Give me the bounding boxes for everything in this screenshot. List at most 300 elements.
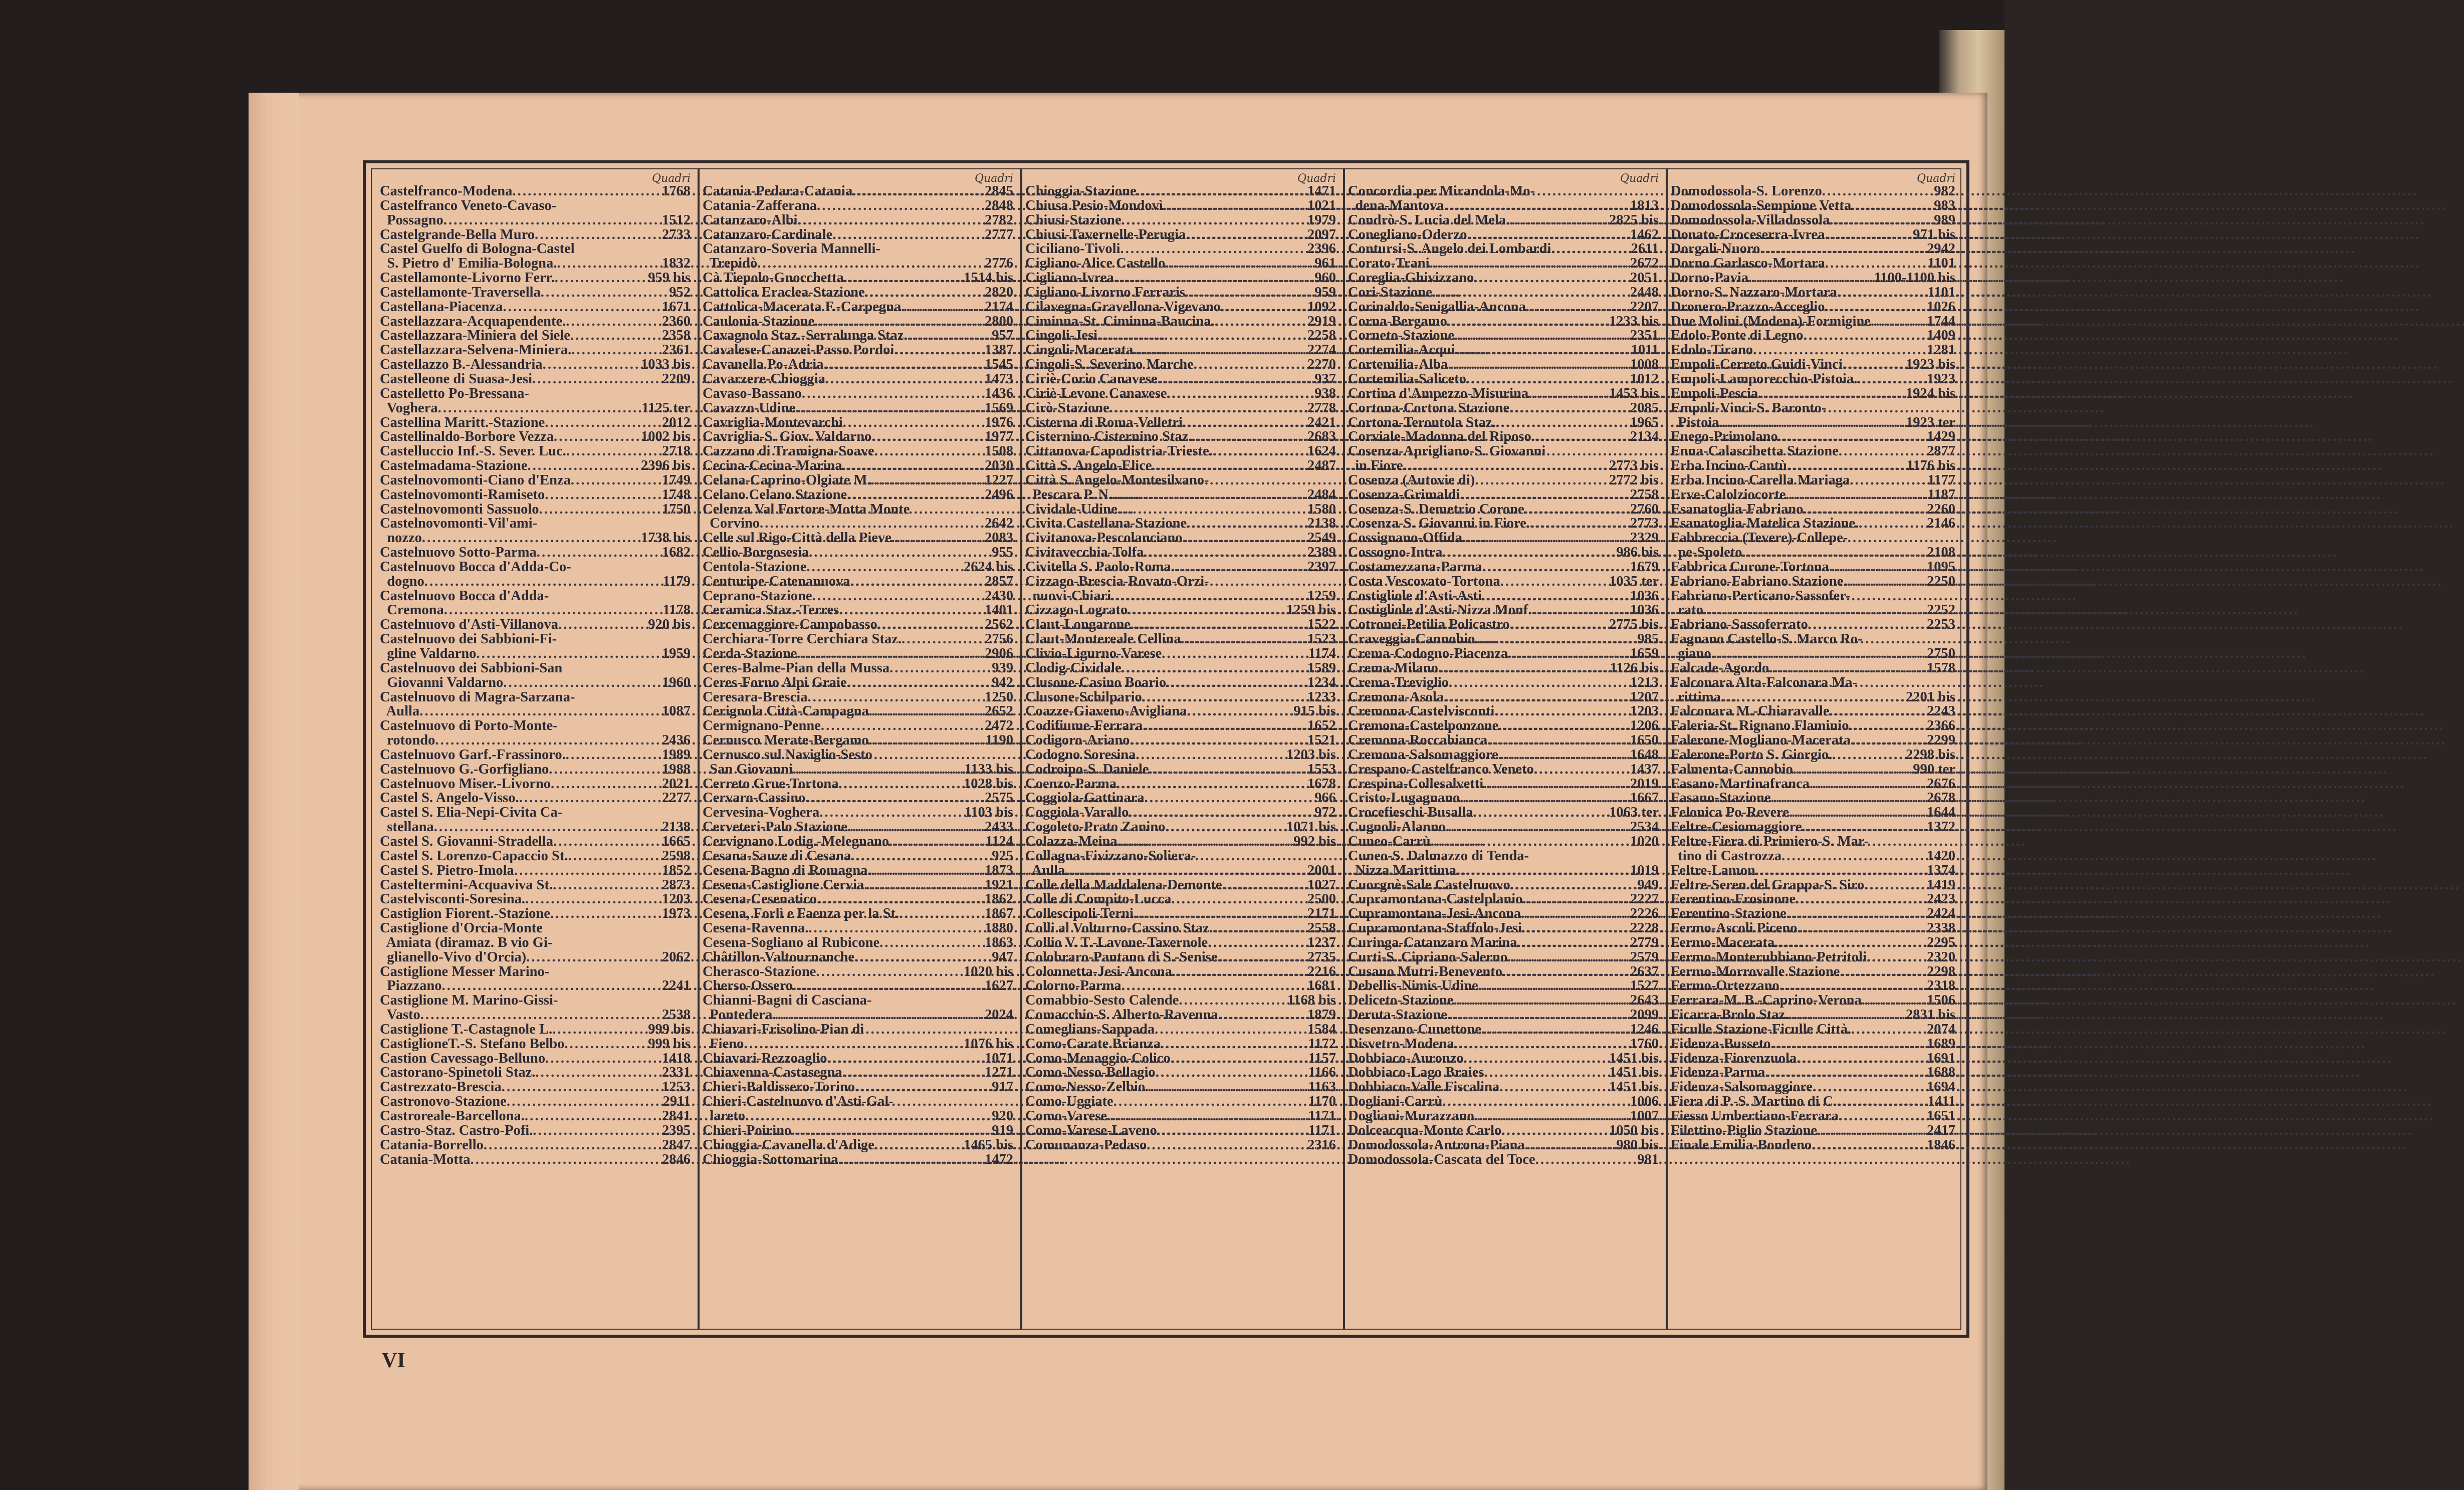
leader-dots xyxy=(1817,1124,1925,1138)
leader-dots xyxy=(1484,1066,1607,1080)
table-number: 982 xyxy=(1934,183,1955,199)
route-name: Fabriano-Sassoferrato xyxy=(1671,617,1808,633)
table-number: 2845 xyxy=(985,183,1013,199)
table-number: 2637 xyxy=(1630,963,1659,979)
route-name: Como-Varese xyxy=(1025,1108,1107,1124)
table-number: 1100-1100 bis xyxy=(1874,270,1955,286)
route-name: Castel S. Giovanni-Stradella xyxy=(380,833,553,849)
page-fold xyxy=(249,93,299,1490)
index-entry xyxy=(380,372,691,387)
route-name: Fermo-Macerata xyxy=(1671,934,1775,950)
leader-dots xyxy=(503,300,660,315)
table-number: 1679 xyxy=(1630,559,1659,575)
leader-dots xyxy=(1742,546,1925,560)
leader-dots xyxy=(1867,950,1925,965)
table-number: 2773 xyxy=(1630,516,1659,532)
index-entry xyxy=(1025,213,1336,228)
index-entry xyxy=(1025,907,1336,921)
table-number: 1659 xyxy=(1630,646,1659,661)
index-entry xyxy=(380,965,691,979)
index-entry xyxy=(380,416,691,430)
route-name: giano xyxy=(1671,646,1711,661)
table-number: 2436 xyxy=(662,732,691,749)
table-number: 2857 xyxy=(985,573,1013,589)
table-number: 957 xyxy=(992,328,1013,344)
route-name: Domodossola-S. Lorenzo xyxy=(1671,183,1822,199)
leader-dots xyxy=(871,430,983,444)
leader-dots xyxy=(1825,257,1926,271)
index-entry xyxy=(1671,430,1955,444)
index-entry xyxy=(1025,690,1336,705)
table-number: 2021 xyxy=(662,776,691,792)
route-name: Ficarra-Brolo Staz. xyxy=(1671,1007,1789,1023)
route-name: Castelnuovo di Porto-Monte- xyxy=(380,718,558,734)
table-number: 961 xyxy=(1314,256,1336,272)
table-number: 1163 xyxy=(1308,1079,1336,1095)
route-name: Cittanova-Capodistria-Trieste. xyxy=(1025,443,1213,459)
index-entry xyxy=(1025,589,1336,604)
leader-dots xyxy=(553,878,660,893)
index-entry xyxy=(380,329,691,343)
index-entry xyxy=(1025,950,1336,965)
leader-dots xyxy=(526,950,660,965)
index-entry xyxy=(1025,1066,1336,1080)
index-entry xyxy=(703,199,1013,213)
leader-dots xyxy=(889,661,990,676)
table-number: 1409 xyxy=(1927,328,1955,344)
leader-dots xyxy=(554,430,639,444)
column-divider xyxy=(698,168,700,1330)
route-name: Crema-Codogno-Piacenza xyxy=(1348,646,1508,661)
index-entry xyxy=(1671,618,1955,632)
index-entry xyxy=(703,575,1013,589)
leader-dots xyxy=(1525,1138,1615,1153)
route-name: Cortina d'Ampezzo-Misurina xyxy=(1348,385,1529,401)
index-entry xyxy=(380,748,691,763)
index-entry xyxy=(1348,184,1659,199)
route-name: Piazzano xyxy=(380,978,442,994)
leader-dots xyxy=(812,589,983,604)
route-name: Cervesina-Voghera xyxy=(703,805,820,821)
route-name: Coenzo-Parma xyxy=(1025,776,1117,792)
table-number: 1453 bis xyxy=(1609,385,1659,401)
index-entry xyxy=(1348,459,1659,473)
route-name: Cortemilia-Saliceto xyxy=(1348,371,1466,387)
leader-dots xyxy=(1167,387,1313,401)
route-name: Centola-Stazione xyxy=(703,559,807,575)
table-number: 1035 ter xyxy=(1609,573,1659,589)
index-entry xyxy=(1348,1138,1659,1153)
leader-dots xyxy=(1116,777,1305,792)
index-entry xyxy=(380,849,691,864)
index-entry xyxy=(703,1066,1013,1080)
table-number: 1648 xyxy=(1630,747,1659,763)
route-name: Vasto xyxy=(380,1007,420,1023)
route-name: Codroipo-S. Daniele xyxy=(1025,761,1149,777)
table-number: 1522 xyxy=(1307,617,1336,633)
leader-dots xyxy=(1444,690,1628,705)
table-number: 1271 xyxy=(985,1065,1013,1081)
index-entry xyxy=(1671,329,1955,343)
index-entry xyxy=(1671,690,1955,705)
leader-dots xyxy=(571,343,660,358)
route-name: Fiera di P.-S. Martino di C. xyxy=(1671,1094,1837,1110)
route-name: Concordia per Mirandola-Mo- xyxy=(1348,183,1535,199)
route-name: Fidenza-Salsomaggiore xyxy=(1671,1079,1813,1095)
table-number: 2423 xyxy=(1927,891,1955,907)
leader-dots xyxy=(1431,835,1628,849)
route-name: Enego-Primolano xyxy=(1671,429,1778,445)
route-name: Cesena-Sogliano al Rubicone xyxy=(703,934,880,950)
leader-dots xyxy=(1097,329,1305,343)
route-name: Cecina-Cecina-Marina xyxy=(703,458,842,474)
table-number: 1523 xyxy=(1307,631,1336,647)
index-entry xyxy=(380,661,691,676)
index-entry xyxy=(703,936,1013,950)
index-entry xyxy=(1025,1138,1336,1153)
route-name: Cosenza-S. Giovanni in Fiore. xyxy=(1348,516,1530,532)
table-number: 1050 bis xyxy=(1609,1122,1659,1138)
route-name: Feltre-Cesiomaggiore xyxy=(1671,819,1802,835)
route-name: Cavalese-Canazei-Passo Pordoi xyxy=(703,342,894,358)
index-entry xyxy=(1671,820,1955,835)
leader-dots xyxy=(568,849,660,864)
leader-dots xyxy=(1142,690,1305,705)
leader-dots xyxy=(1521,907,1628,921)
leader-dots xyxy=(539,503,660,517)
route-name: Esanatoglia-Matelica Stazione. xyxy=(1671,516,1859,532)
index-entry xyxy=(1671,546,1955,560)
table-number: 2358 xyxy=(662,328,691,344)
index-entry xyxy=(1348,704,1659,719)
route-name: Castellamonte-Traversella xyxy=(380,284,541,300)
table-number: 1012 xyxy=(1630,371,1659,387)
index-entry xyxy=(703,184,1013,199)
table-number: 1584 xyxy=(1307,1021,1336,1037)
leader-dots xyxy=(1129,806,1312,820)
leader-dots xyxy=(1797,1052,1925,1066)
table-number: 2848 xyxy=(985,197,1013,213)
leader-dots xyxy=(1509,401,1628,416)
leader-dots xyxy=(1171,892,1305,907)
index-entry xyxy=(1025,387,1336,401)
leader-dots xyxy=(843,416,983,430)
table-number: 917 xyxy=(992,1079,1013,1095)
index-entry xyxy=(380,503,691,517)
index-entry xyxy=(1025,777,1336,792)
leader-dots xyxy=(1403,459,1607,473)
leader-dots xyxy=(1797,921,1925,936)
route-name: dogno xyxy=(380,573,424,589)
leader-dots xyxy=(1449,676,1628,690)
leader-dots xyxy=(1185,286,1312,300)
route-name: Dogliani-Carrù xyxy=(1348,1094,1443,1110)
index-entry xyxy=(703,401,1013,416)
index-entry xyxy=(380,213,691,228)
route-name: Erba Incino-Carella Mariaga xyxy=(1671,472,1850,488)
route-name: Fieno xyxy=(703,1036,744,1052)
route-name: in Fiore xyxy=(1348,458,1403,474)
leader-dots xyxy=(1183,416,1305,430)
index-entry xyxy=(1025,329,1336,343)
leader-dots xyxy=(1475,632,1635,647)
table-number: 2051 xyxy=(1630,270,1659,286)
route-name: Clivio-Ligurno-Varese xyxy=(1025,646,1162,661)
table-number: 1750 xyxy=(662,501,691,517)
route-name: Finale Emilia-Bondeno xyxy=(1671,1137,1812,1153)
route-name: Cerignola Città-Campagna xyxy=(703,703,869,719)
leader-dots xyxy=(1432,286,1628,300)
table-number: 1092 xyxy=(1307,299,1336,315)
table-number: 1019 xyxy=(1630,862,1659,878)
leader-dots xyxy=(817,199,983,213)
route-name: Desenzano-Cunettone xyxy=(1348,1021,1481,1037)
leader-dots xyxy=(1187,517,1305,531)
route-name: Cremona-Asola xyxy=(1348,689,1444,705)
table-number: 1451 bis xyxy=(1609,1050,1659,1066)
index-entry xyxy=(1025,820,1336,835)
leader-dots xyxy=(1785,488,1925,503)
column-heading: Quadri xyxy=(1917,172,1955,185)
route-name: Dolceacqua-Monte Carlo xyxy=(1348,1122,1502,1138)
route-name: Costigliole d'Asti-Asti xyxy=(1348,588,1482,604)
leader-dots xyxy=(1832,748,1904,763)
leader-dots xyxy=(902,632,983,647)
index-entry xyxy=(703,763,1013,777)
leader-dots xyxy=(819,806,962,820)
route-name: Castelnuovo Sotto-Parma xyxy=(380,545,537,561)
index-entry xyxy=(1025,979,1336,994)
index-entry xyxy=(1025,228,1336,242)
table-number: 1190 xyxy=(985,732,1013,749)
route-name: Castelfranco-Modena xyxy=(380,183,513,199)
route-name: Claut-Montereale Cellina xyxy=(1025,631,1181,647)
table-number: 1027 xyxy=(1307,877,1336,893)
index-entry xyxy=(1671,748,1955,763)
route-name: Cremona-Salsomaggiore xyxy=(1348,747,1498,763)
route-name: Cesena-Cesenatico xyxy=(703,891,817,907)
leader-dots xyxy=(1498,748,1628,763)
table-number: 1846 xyxy=(1927,1137,1955,1153)
table-number: 1233 bis xyxy=(1609,313,1659,329)
table-number: 1973 xyxy=(662,906,691,922)
table-number: 1178 xyxy=(662,602,691,618)
table-number: 2846 xyxy=(662,1151,691,1167)
route-name: Dorno Garlasco-Mortara xyxy=(1671,256,1825,272)
table-number: 2773 bis xyxy=(1609,458,1659,474)
route-name: Disvetro-Modena xyxy=(1348,1036,1454,1052)
leader-dots xyxy=(1839,1109,1925,1124)
index-entry xyxy=(703,719,1013,733)
index-entry xyxy=(1671,1066,1955,1080)
route-name: Cavaso-Bassano xyxy=(703,385,802,401)
leader-dots xyxy=(847,488,983,503)
table-number: 1419 xyxy=(1927,877,1955,893)
leader-dots xyxy=(1803,503,1925,517)
route-name: Castellazzara-Miniera del Siele xyxy=(380,328,570,344)
table-number: 1007 xyxy=(1630,1108,1659,1124)
index-entry xyxy=(1348,965,1659,979)
route-name: Fermo-Ascoli Piceno xyxy=(1671,920,1798,936)
index-entry xyxy=(1348,372,1659,387)
table-number: 1863 xyxy=(985,934,1013,950)
route-name: Cori-Stazione xyxy=(1348,284,1432,300)
index-entry xyxy=(1671,503,1955,517)
index-entry xyxy=(1348,1052,1659,1066)
leader-dots xyxy=(838,1153,983,1167)
table-number: 1002 bis xyxy=(641,429,691,445)
index-entry xyxy=(1348,632,1659,647)
leader-dots xyxy=(537,546,660,560)
table-number: 2030 xyxy=(985,458,1013,474)
table-number: 1852 xyxy=(662,862,691,878)
table-number: 2138 xyxy=(662,819,691,835)
index-entry xyxy=(1671,1080,1955,1095)
index-entry xyxy=(1671,358,1955,372)
leader-dots xyxy=(809,546,990,560)
leader-dots xyxy=(874,1138,962,1153)
table-number: 1076 bis xyxy=(964,1036,1013,1052)
index-entry xyxy=(1025,806,1336,820)
index-entry xyxy=(1348,473,1659,488)
leader-dots xyxy=(1788,1008,1904,1023)
leader-dots xyxy=(535,1066,660,1080)
leader-dots xyxy=(1109,401,1305,416)
index-entry xyxy=(703,965,1013,979)
leader-dots xyxy=(805,791,983,806)
route-name: Colorno-Parma xyxy=(1025,978,1122,994)
route-name: Cherso-Ossero xyxy=(703,978,793,994)
leader-dots xyxy=(1158,372,1313,387)
route-name: Città S. Angelo-Elice xyxy=(1025,458,1152,474)
table-number: 2171 xyxy=(1307,906,1336,922)
route-name: Erve-Calolziocorte xyxy=(1671,486,1786,503)
route-name: Cristo-Lugagnano xyxy=(1348,790,1460,806)
index-entry xyxy=(380,546,691,560)
leader-dots xyxy=(557,257,660,271)
table-number: 1923 bis xyxy=(1906,357,1955,373)
index-entry xyxy=(1348,603,1659,618)
table-number: 1101 xyxy=(1927,284,1955,300)
table-number: 2228 xyxy=(1630,920,1659,936)
route-name: Cernusco Merate-Bergamo xyxy=(703,732,869,749)
index-entry xyxy=(380,242,691,257)
leader-dots xyxy=(435,733,660,748)
index-entry xyxy=(1671,488,1955,503)
index-entry xyxy=(1025,618,1336,632)
route-name: Fidenza-Fiorenzuola xyxy=(1671,1050,1797,1066)
table-number: 2919 xyxy=(1307,313,1336,329)
index-entry xyxy=(703,1138,1013,1153)
index-entry xyxy=(703,531,1013,546)
route-name: Castiglione M. Marino-Gissi- xyxy=(380,992,558,1009)
table-number: 2575 xyxy=(985,790,1013,806)
index-entry xyxy=(1671,1138,1955,1153)
route-name: Fabriano-Perticano-Sassofer- xyxy=(1671,588,1851,604)
index-entry xyxy=(703,459,1013,473)
table-number: 2253 xyxy=(1927,617,1955,633)
route-name: Ciminna-St. Ciminna-Baucina. xyxy=(1025,313,1215,329)
table-number: 971 bis xyxy=(1913,226,1955,242)
index-entry xyxy=(703,979,1013,994)
index-entry xyxy=(1671,1124,1955,1138)
leader-dots xyxy=(1822,184,1932,199)
route-name: Cogoleto-Prato Zanino xyxy=(1025,819,1166,835)
route-name: Chioggia-Cavanella d'Adige xyxy=(703,1137,874,1153)
leader-dots xyxy=(1825,228,1911,242)
index-entry xyxy=(1348,401,1659,416)
table-number: 1527 xyxy=(1630,978,1659,994)
leader-dots xyxy=(1482,589,1628,604)
route-name: Castellina Maritt.-Stazione xyxy=(380,414,545,430)
index-entry xyxy=(380,907,691,921)
route-name: CastiglioneT.-S. Stefano Belbo xyxy=(380,1036,565,1052)
index-entry xyxy=(1348,257,1659,271)
index-entry xyxy=(1348,763,1659,777)
index-entry xyxy=(1671,444,1955,459)
leader-dots xyxy=(570,329,660,343)
table-number: 1233 xyxy=(1307,689,1336,705)
table-number: 2138 xyxy=(1307,516,1336,532)
route-name: Cizzago-Lograto xyxy=(1025,602,1128,618)
leader-dots xyxy=(908,329,990,343)
route-name: Cortona-Cortona Stazione xyxy=(1348,400,1510,416)
table-number: 1095 xyxy=(1927,559,1955,575)
index-entry xyxy=(380,1153,691,1167)
table-number: 2366 xyxy=(1927,718,1955,734)
index-entry xyxy=(1671,878,1955,893)
leader-dots xyxy=(1524,503,1628,517)
leader-dots xyxy=(797,213,983,228)
leader-dots xyxy=(877,618,983,632)
route-name: Castelnuovo Miser.-Livorno xyxy=(380,776,551,792)
table-number: 1253 xyxy=(662,1079,691,1095)
leader-dots xyxy=(1517,936,1629,950)
table-number: 1465 bis xyxy=(964,1137,1013,1153)
route-name: Celenza Val Fortore-Motta Monte xyxy=(703,501,910,517)
table-number: 1011 xyxy=(1631,342,1659,358)
leader-dots xyxy=(1462,531,1628,546)
index-entry xyxy=(380,343,691,358)
leader-dots xyxy=(1482,560,1629,575)
route-name: Castellamonte-Livorno Ferr. xyxy=(380,270,555,286)
leader-dots xyxy=(1447,1008,1628,1023)
leader-dots xyxy=(1496,416,1629,430)
leader-dots xyxy=(1494,704,1628,719)
route-name: Cizzago-Brescia-Rovato-Orzi- xyxy=(1025,573,1209,589)
leader-dots xyxy=(1144,546,1305,560)
route-name: Codifiume-Ferrara xyxy=(1025,718,1143,734)
index-entry xyxy=(380,676,691,690)
leader-dots xyxy=(1131,618,1305,632)
route-name: Deruta-Stazione xyxy=(1348,1007,1447,1023)
route-name: Domodossola-Villadossola xyxy=(1671,212,1830,228)
index-entry xyxy=(703,1008,1013,1023)
index-entry xyxy=(380,531,691,546)
index-entry xyxy=(1348,661,1659,676)
leader-dots xyxy=(1510,618,1607,632)
leader-dots xyxy=(1181,632,1305,647)
route-name: Cisterna di Roma-Velletri xyxy=(1025,414,1183,430)
route-name: Castorano-Spinetoli Staz. xyxy=(380,1065,536,1081)
table-number: 1033 bis xyxy=(641,357,691,373)
route-name: Cerda-Stazione xyxy=(703,646,797,661)
table-number: 2252 xyxy=(1927,602,1955,618)
table-number: 1227 xyxy=(985,472,1013,488)
table-number: 1171 xyxy=(1308,1122,1336,1138)
table-number: 2331 xyxy=(662,1065,691,1081)
leader-dots xyxy=(476,647,660,661)
